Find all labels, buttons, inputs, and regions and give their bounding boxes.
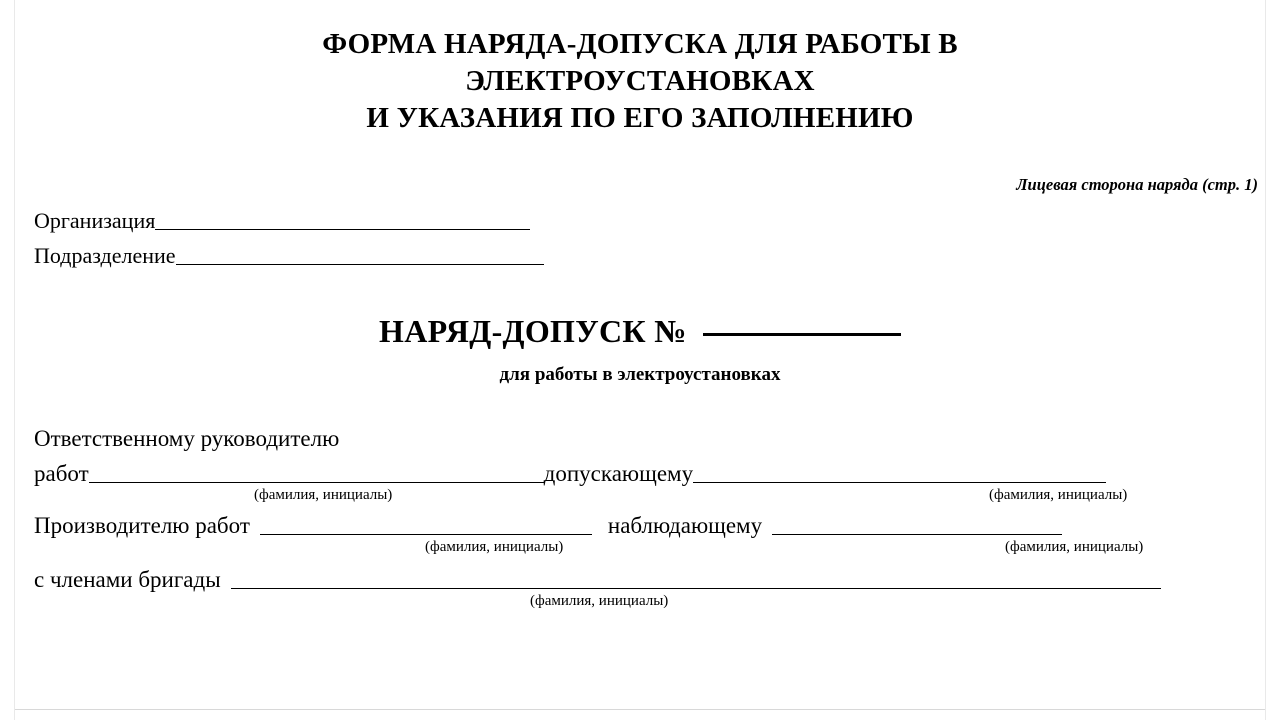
organization-field-row	[0, 208, 1280, 234]
page-title-line-3: И УКАЗАНИЯ ПО ЕГО ЗАПОЛНЕНИЮ	[366, 102, 914, 135]
brigade-captions	[0, 593, 1280, 613]
order-number-input[interactable]	[703, 333, 901, 336]
page-title-line-2: ЭЛЕКТРОУСТАНОВКАХ	[465, 65, 815, 98]
admitting-input[interactable]	[693, 482, 1106, 483]
organization-input[interactable]	[155, 229, 530, 230]
page-bottom-divider	[15, 709, 1265, 710]
admitting-label: допускающему	[543, 461, 694, 487]
producer-label: Производителю работ	[34, 513, 250, 539]
order-heading-text: НАРЯД-ДОПУСК №	[379, 313, 687, 350]
producer-row	[0, 513, 1280, 539]
responsible-block	[0, 426, 1280, 507]
caption-name-initials-right: (фамилия, инициалы)	[989, 487, 1128, 504]
caption-name-initials-left: (фамилия, инициалы)	[254, 487, 393, 504]
order-heading	[0, 313, 1280, 350]
responsible-leader-row	[34, 461, 1280, 487]
observer-label: наблюдающему	[607, 513, 763, 539]
page-title	[0, 0, 1280, 137]
producer-captions	[0, 539, 1280, 559]
page-title-line-1: ФОРМА НАРЯДА-ДОПУСКА ДЛЯ РАБОТЫ В	[322, 28, 958, 60]
organization-label: Организация	[34, 208, 156, 234]
responsible-captions	[34, 487, 1280, 507]
brigade-label: с членами бригады	[34, 567, 221, 593]
brigade-row	[0, 567, 1280, 593]
page-side-note: Лицевая сторона наряда (стр. 1)	[1016, 175, 1258, 195]
responsible-leader-label: Ответственному руководителю	[34, 426, 340, 452]
subdivision-field-row	[0, 243, 1280, 269]
caption-brigade-name-initials: (фамилия, инициалы)	[530, 593, 669, 610]
producer-input[interactable]	[260, 534, 592, 535]
responsible-leader-input[interactable]	[89, 482, 544, 483]
subdivision-input[interactable]	[176, 264, 544, 265]
subdivision-label: Подразделение	[34, 243, 176, 269]
caption-producer-name-initials: (фамилия, инициалы)	[425, 539, 564, 556]
works-label: работ	[34, 461, 89, 487]
observer-input[interactable]	[772, 534, 1062, 535]
brigade-input[interactable]	[231, 588, 1161, 589]
caption-observer-name-initials: (фамилия, инициалы)	[1005, 539, 1144, 556]
order-subheading: для работы в электроустановках	[499, 364, 781, 386]
